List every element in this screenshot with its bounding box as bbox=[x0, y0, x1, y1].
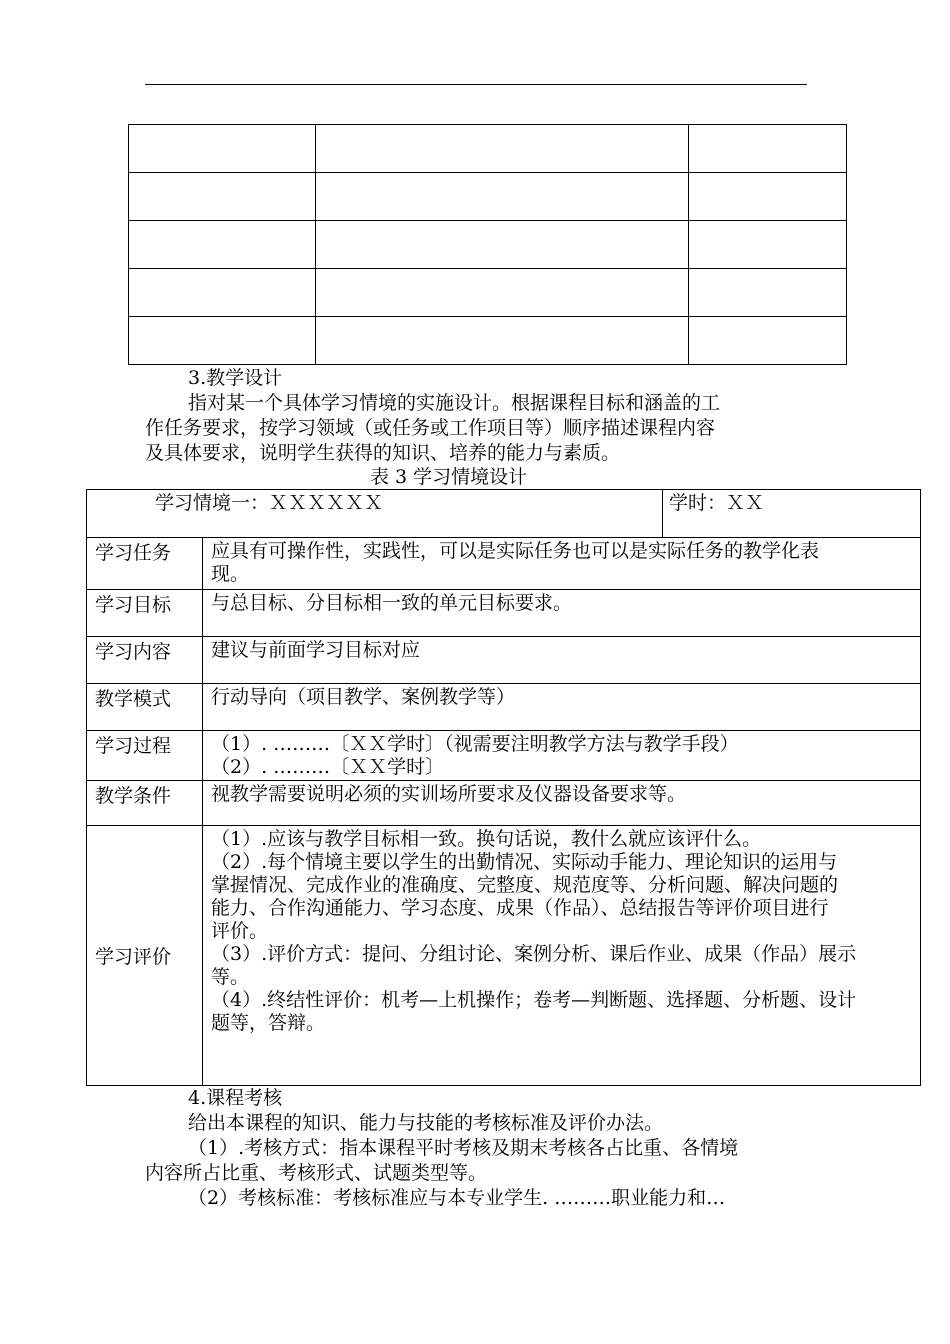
section3-para-line: 及具体要求，说明学生获得的知识、培养的能力与素质。 bbox=[145, 442, 621, 464]
table-row bbox=[129, 317, 847, 365]
content-line: 等。 bbox=[211, 966, 250, 988]
section4-line: （2）考核标准：考核标准应与本专业学生. ………职业能力和… bbox=[188, 1187, 726, 1209]
content-line: （2）. ………〔ＸＸ学时〕 bbox=[211, 756, 445, 778]
table-header-row bbox=[87, 490, 921, 538]
table-cell bbox=[129, 317, 316, 365]
content-line: （3）.评价方式：提问、分组讨论、案例分析、课后作业、成果（作品）展示 bbox=[211, 943, 857, 965]
row-label: 学习过程 bbox=[87, 731, 203, 781]
content-line: 掌握情况、完成作业的准确度、完整度、规范度等、分析问题、解决问题的 bbox=[211, 874, 839, 896]
table-cell bbox=[316, 221, 689, 269]
class-hours: 学时：ＸＸ bbox=[663, 490, 921, 538]
content-line: 评价。 bbox=[211, 920, 269, 942]
table-cell bbox=[689, 269, 847, 317]
table-row bbox=[87, 684, 921, 731]
content-line: （4）.终结性评价：机考—上机操作；卷考—判断题、选择题、分析题、设计 bbox=[211, 989, 857, 1011]
section4-line: （1）.考核方式：指本课程平时考核及期末考核各占比重、各情境 bbox=[188, 1137, 739, 1159]
table-cell bbox=[129, 221, 316, 269]
content-line: 行动导向（项目教学、案例教学等） bbox=[211, 686, 516, 708]
content-line: 视教学需要说明必须的实训场所要求及仪器设备要求等。 bbox=[211, 783, 687, 805]
table-cell bbox=[689, 173, 847, 221]
row-content bbox=[203, 684, 921, 731]
table-row bbox=[129, 173, 847, 221]
table-row bbox=[129, 125, 847, 173]
table-row bbox=[87, 731, 921, 781]
section4-line: 给出本课程的知识、能力与技能的考核标准及评价办法。 bbox=[188, 1112, 664, 1134]
table-row bbox=[87, 637, 921, 684]
table-cell bbox=[316, 173, 689, 221]
content-line: 建议与前面学习目标对应 bbox=[211, 639, 421, 661]
content-line: （1）. ………〔ＸＸ学时〕（视需要注明教学方法与教学手段） bbox=[211, 733, 739, 755]
section3-para-line: 作任务要求，按学习领域（或任务或工作项目等）顺序描述课程内容 bbox=[145, 417, 716, 439]
table-row bbox=[87, 590, 921, 637]
blank-table bbox=[128, 124, 847, 365]
row-content bbox=[203, 781, 921, 826]
content-line: 应具有可操作性，实践性，可以是实际任务也可以是实际任务的教学化表 bbox=[211, 540, 820, 562]
table-cell bbox=[316, 317, 689, 365]
table-cell bbox=[689, 317, 847, 365]
section4-heading: 4.课程考核 bbox=[188, 1087, 283, 1109]
situation-title: 学习情境一：ＸＸＸＸＸＸ bbox=[87, 490, 663, 538]
row-label: 教学条件 bbox=[87, 781, 203, 826]
learning-situation-table bbox=[86, 489, 921, 1086]
top-rule bbox=[145, 84, 807, 85]
table-cell bbox=[316, 269, 689, 317]
row-content bbox=[203, 826, 921, 1086]
content-line: （1）.应该与教学目标相一致。换句话说，教什么就应该评什么。 bbox=[211, 828, 762, 850]
row-content bbox=[203, 538, 921, 590]
table-cell bbox=[689, 221, 847, 269]
table-row bbox=[129, 269, 847, 317]
row-content bbox=[203, 637, 921, 684]
content-line: 现。 bbox=[211, 563, 250, 585]
table-cell bbox=[129, 269, 316, 317]
table-cell bbox=[316, 125, 689, 173]
table-caption: 表 3 学习情境设计 bbox=[370, 466, 528, 488]
content-line: 题等，答辩。 bbox=[211, 1012, 326, 1034]
table-cell bbox=[129, 173, 316, 221]
row-content bbox=[203, 590, 921, 637]
section3-heading: 3.教学设计 bbox=[188, 367, 283, 389]
row-content bbox=[203, 731, 921, 781]
row-label: 学习任务 bbox=[87, 538, 203, 590]
table-cell bbox=[129, 125, 316, 173]
row-label: 学习目标 bbox=[87, 590, 203, 637]
table-row bbox=[87, 781, 921, 826]
content-line: 与总目标、分目标相一致的单元目标要求。 bbox=[211, 592, 573, 614]
content-line: 能力、合作沟通能力、学习态度、成果（作品）、总结报告等评价项目进行 bbox=[211, 897, 829, 919]
content-line: （2）.每个情境主要以学生的出勤情况、实际动手能力、理论知识的运用与 bbox=[211, 851, 838, 873]
table-row bbox=[87, 538, 921, 590]
table-cell bbox=[689, 125, 847, 173]
table-row bbox=[87, 826, 921, 1086]
section3-para-line: 指对某一个具体学习情境的实施设计。根据课程目标和涵盖的工 bbox=[188, 392, 721, 414]
row-label: 教学模式 bbox=[87, 684, 203, 731]
table-row bbox=[129, 221, 847, 269]
row-label: 学习内容 bbox=[87, 637, 203, 684]
section4-line: 内容所占比重、考核形式、试题类型等。 bbox=[145, 1162, 488, 1184]
row-label: 学习评价 bbox=[87, 826, 203, 1086]
